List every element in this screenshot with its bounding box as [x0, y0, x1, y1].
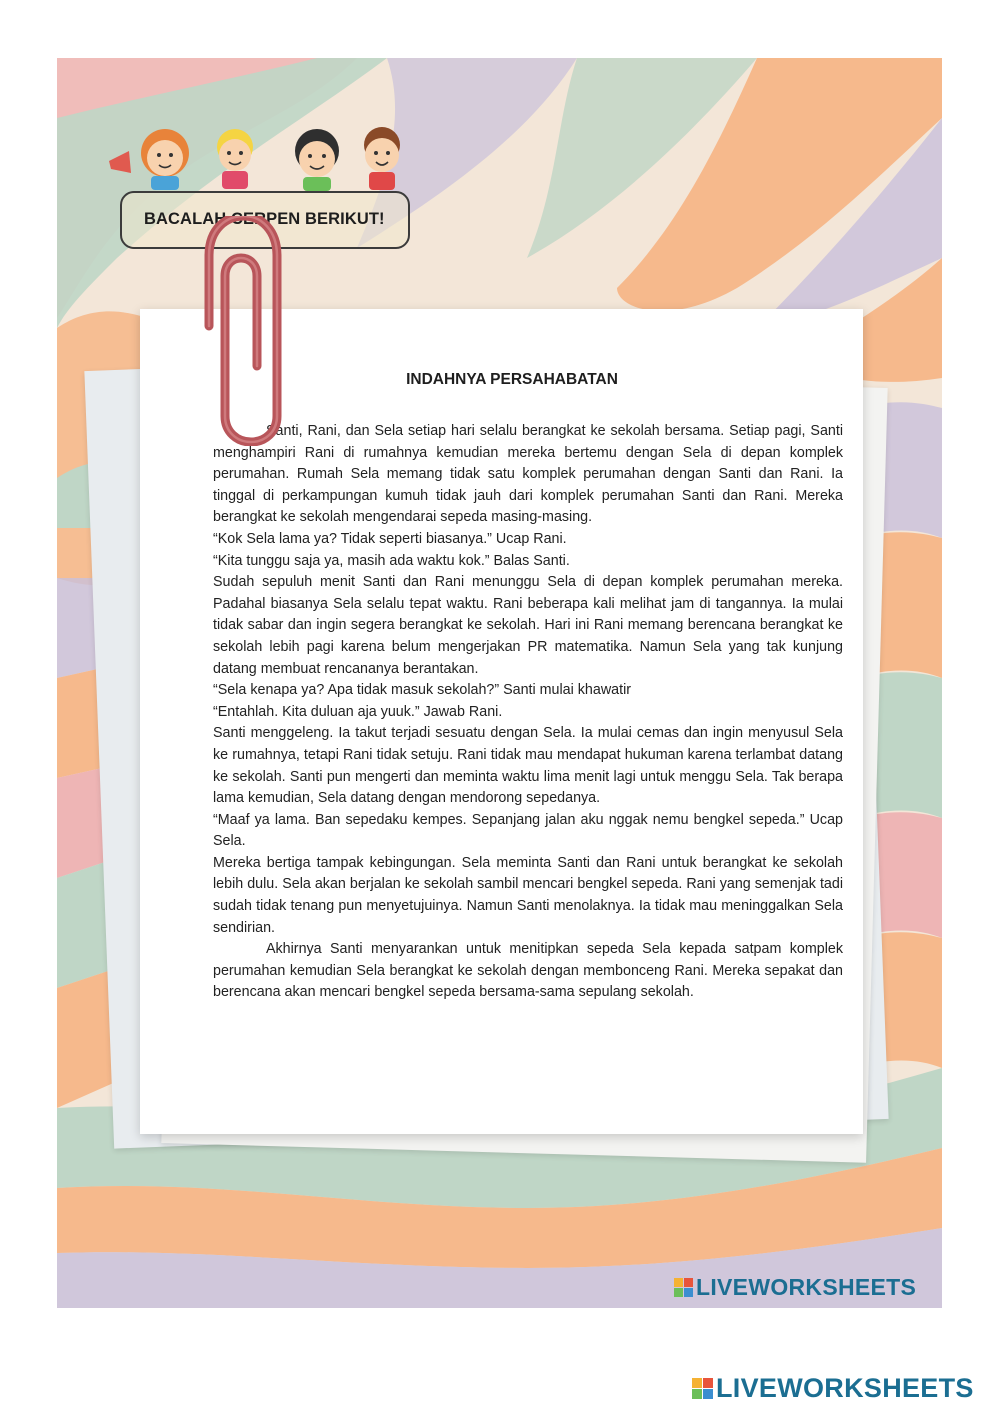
paragraph: Akhirnya Santi menyarankan untuk menitipkan sepeda Sela kepada satpam komplek perumahan kemudian Sela berangkat ke sekolah dengan membonceng Rani. Mereka sepakat dan berencana akan mencari bengkel sepeda bersama-sama sepulang sekolah. [213, 941, 843, 1001]
instruction-text: BACALAH CERPEN BERIKUT! [144, 210, 385, 228]
paragraph: Mereka bertiga tampak kebingungan. Sela meminta Santi dan Rani untuk berangkat ke sekolah lebih dulu. Sela akan berjalan ke sekolah sambil mencari bengkel sepeda. Rani yang semenjak tadi sudah tidak tenang pun menyetujuinya. Namun Santi menolaknya. Ia tidak mau meninggalkan Sela sendirian. [213, 854, 843, 936]
paragraph: “Kita tunggu saja ya, masih ada waktu kok.” Balas Santi. [213, 552, 570, 569]
paragraph: Santi, Rani, dan Sela setiap hari selalu berangkat ke sekolah bersama. Setiap pagi, Santi menghampiri Rani di rumahnya kemudian mereka bertemu dengan Sela di depan komplek perumahan. Rumah Sela memang tidak satu komplek perumahan dengan Santi dan Rani. Ia tinggal di perkampungan kumuh tidak jauh dari komplek perumahan Santi dan Rani. Mereka berangkat ke sekolah mengendarai sepeda masing-masing. [213, 423, 843, 526]
footer-liveworksheets-logo[interactable] [692, 1373, 974, 1404]
paragraph: “Kok Sela lama ya? Tidak seperti biasanya.” Ucap Rani. [213, 530, 567, 547]
story-title: INDAHNYA PERSAHABATAN [406, 371, 618, 388]
worksheet-page [57, 58, 942, 1308]
paragraph: “Entahlah. Kita duluan aja yuuk.” Jawab Rani. [213, 703, 503, 720]
paragraph: “Maaf ya lama. Ban sepedaku kempes. Sepanjang jalan aku nggak nemu bengkel sepeda.” Ucap Sela. [213, 811, 843, 850]
footer-logo-text: LIVEWORKSHEETS [716, 1373, 974, 1403]
paragraph: Santi menggeleng. Ia takut terjadi sesuatu dengan Sela. Ia mulai cemas dan ingin menyusul Sela ke rumahnya, tetapi Rani tidak setuju. Rani tidak mau mendapat hukuman karena terlambat datang ke sekolah. Santi pun mengerti dan meminta waktu lima menit lagi untuk menggu Sela. Tak berapa lama kemudian, Sela datang dengan mendorong sepedanya. [213, 725, 843, 807]
liveworksheets-logo [674, 1274, 916, 1301]
story-body [213, 421, 843, 1004]
liveworksheets-mark-icon [674, 1278, 693, 1297]
liveworksheets-mark-icon [692, 1378, 713, 1399]
cartoon-kids-illustration [107, 113, 437, 193]
paper-clip-icon [169, 216, 299, 446]
paragraph: Sudah sepuluh menit Santi dan Rani menunggu Sela di depan komplek perumahan mereka. Padahal biasanya Sela selalu tepat waktu. Rani beberapa kali melihat jam di tangannya. Ia mulai tidak sabar dan ingin segera berangkat ke sekolah. Hari ini Rani memang berencana berangkat ke sekolah lebih pagi karena belum mengerjakan PR matematika. Namun Sela yang tak kunjung datang membuat rencananya berantakan. [213, 574, 843, 677]
liveworksheets-logo-text: LIVEWORKSHEETS [696, 1274, 917, 1300]
paragraph: “Sela kenapa ya? Apa tidak masuk sekolah?” Santi mulai khawatir [213, 682, 632, 699]
